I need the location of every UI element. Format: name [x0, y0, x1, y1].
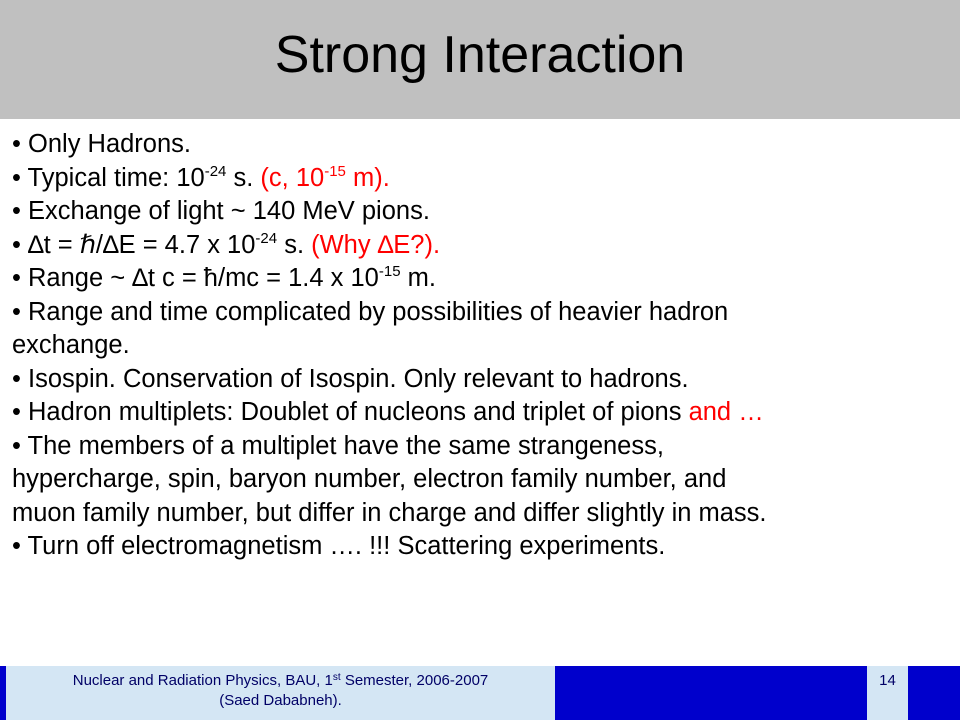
footer-band: [0, 666, 960, 720]
bullet-list: [12, 128, 960, 564]
bullet-uncertainty-time: • ∆t = ℏ/∆E = 4.7 x $10^{-24}$ s. (Why ∆E?).: [12, 229, 441, 259]
bullet-heavier-hadron-l1: • Range and time complicated by possibilities of heavier hadron: [12, 297, 729, 326]
bullet-only-hadrons: • Only Hadrons.: [12, 130, 191, 158]
footer-course-line: Nuclear and Radiation Physics, BAU, 1st Semester, 2006-2007: [72, 672, 489, 689]
and-more-note: and …: [688, 398, 764, 426]
bullet-range: • Range ~ ∆t c = ħ/mc = 1.4 x $10^{-15}$ m.: [12, 263, 436, 292]
footer-course-info: [6, 666, 555, 720]
why-delta-e-note: (Why ∆E?).: [311, 230, 441, 259]
page-number: 14: [867, 666, 908, 720]
bullet-typical-time: • Typical time: $10^{-24}$ s. (c, $10^{-15}$ m).: [12, 162, 390, 192]
bullet-heavier-hadron-l2: exchange.: [12, 331, 130, 359]
footer-author: (Saed Dababneh).: [219, 692, 342, 709]
bullet-multiplets: • Hadron multiplets: Doublet of nucleons and triplet of pions and …: [12, 398, 764, 426]
bullet-multiplet-members-l3: muon family number, but differ in charge and differ slightly in mass.: [12, 498, 767, 527]
bullet-multiplet-members-l2: hypercharge, spin, baryon number, electron family number, and: [12, 465, 727, 493]
bullet-isospin: • Isospin. Conservation of Isospin. Only relevant to hadrons.: [12, 364, 689, 393]
bullet-multiplet-members-l1: • The members of a multiplet have the same strangeness,: [12, 431, 664, 460]
typical-distance-note: (c, $10^{-15}$ m).: [260, 162, 390, 192]
slide-title: Strong Interaction: [274, 26, 686, 84]
bullet-scattering: • Turn off electromagnetism …. !!! Scattering experiments.: [12, 532, 666, 560]
bullet-pion-exchange: • Exchange of light ~ 140 MeV pions.: [12, 197, 430, 225]
